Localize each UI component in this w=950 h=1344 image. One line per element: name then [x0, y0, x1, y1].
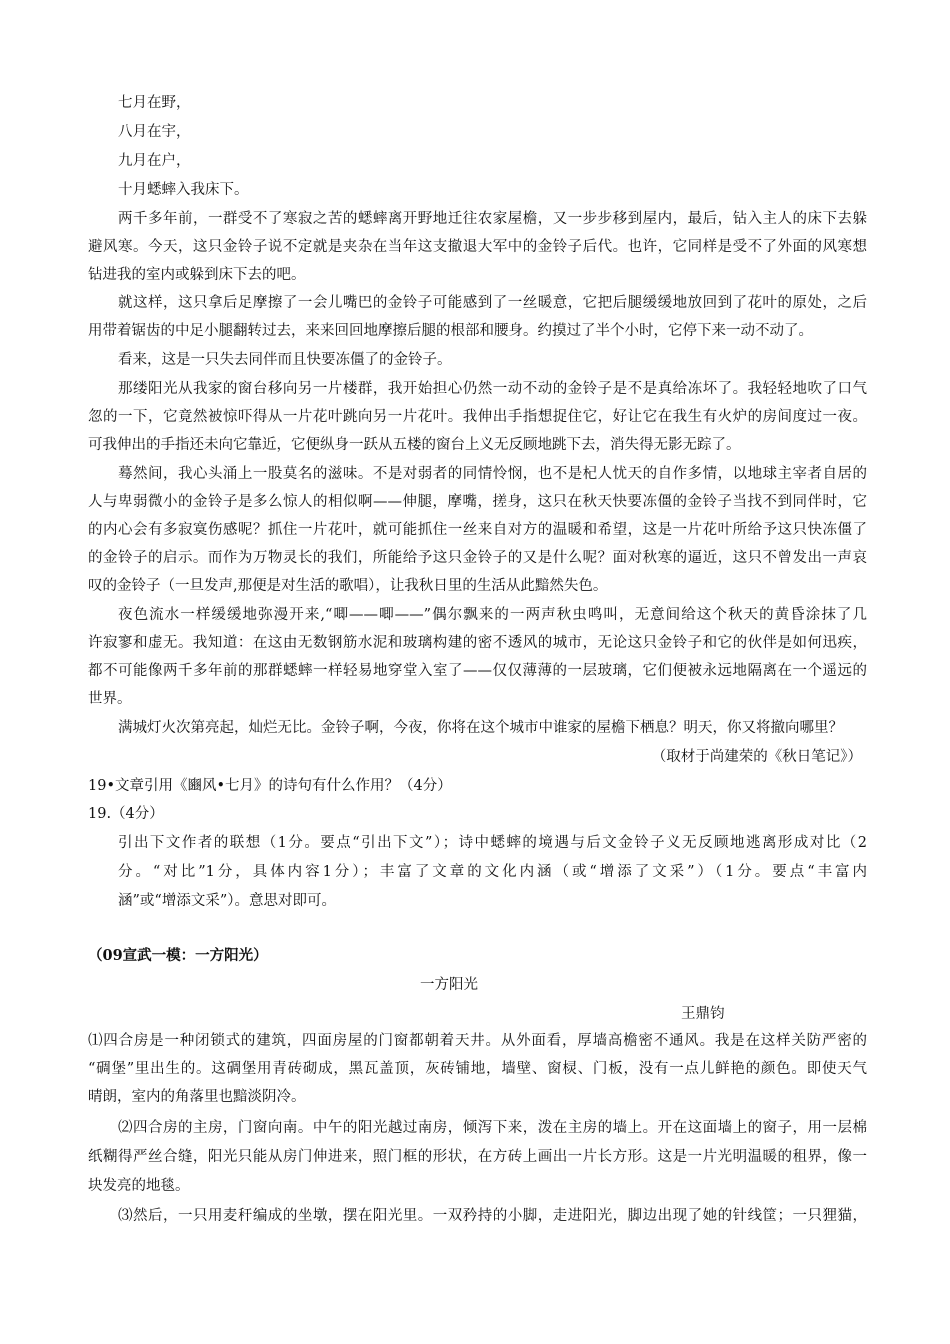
answer-19-label: 19.（4分） [88, 806, 164, 822]
essay-paragraph-line: 两千多年前，一群受不了寒寂之苦的蟋蟀离开野地迁往农家屋檐，又一步步移到屋内，最后，钻入主人的床下去躲 [118, 211, 867, 227]
essay-paragraph-line: 夜色流水一样缓缓地弥漫开来,“唧——唧——”偶尔飘来的一两声秋虫鸣叫，无意间给这个秋天的黄昏涂抹了几 [118, 607, 867, 623]
poem-line: 九月在户， [118, 153, 191, 169]
poem-line: 十月蟋蟀入我床下。 [118, 182, 249, 198]
article-paragraph-line: ⑵四合房的主房，门窗向南。中午的阳光越过南房，倾泻下来，泼在主房的墙上。开在这面墙上的窗子，用一层棉 [118, 1120, 867, 1136]
essay-paragraph-line: 忽的一下，它竟然被惊吓得从一片花叶跳向另一片花叶。我伸出手指想捉住它，好让它在我生有火炉的房间度过一夜。 [88, 409, 867, 425]
answer-19-line: 涵”或“增添文采”）。意思对即可。 [118, 893, 336, 909]
answer-19-line: 分。“对比”1分，具体内容1分）；丰富了文章的文化内涵（或“增添了文采”）（1分。要点“丰富内 [118, 864, 867, 880]
article-paragraph-line: ⑶然后，一只用麦秆编成的坐墩，摆在阳光里。一双矜持的小脚，走进阳光，脚边出现了她的针线筐；一只狸猫， [118, 1208, 867, 1224]
question-19: 19•文章引用《豳风•七月》的诗句有什么作用？（4分） [88, 778, 452, 794]
essay-paragraph-line: 看来，这是一只失去同伴而且快要冻僵了的金铃子。 [118, 352, 452, 368]
essay-paragraph-line: 的内心会有多寂寞伤感呢？抓住一片花叶，就可能抓住一丝来自对方的温暖和希望，这是一片花叶所给予这只快冻僵了 [88, 522, 867, 538]
essay-paragraph-line: 那缕阳光从我家的窗台移向另一片楼群，我开始担心仍然一动不动的金铃子是不是真给冻坏了。我轻轻地吹了口气 [118, 381, 867, 397]
essay-paragraph-line: 就这样，这只拿后足摩擦了一会儿嘴巴的金铃子可能感到了一丝暖意，它把后腿缓缓地放回到了花叶的原处，之后 [118, 295, 867, 311]
article-paragraph-line: “碉堡”里出生的。这碉堡用青砖砌成，黑瓦盖顶，灰砖铺地，墙壁、窗棂、门板，没有一点儿鲜艳的颜色。即使天气 [88, 1061, 867, 1077]
section-heading: （09宣武一模：一方阳光） [88, 947, 268, 964]
essay-paragraph-line: 人与卑弱微小的金铃子是多么惊人的相似啊——伸腿，摩嘴，搓身，这只在秋天快要冻僵的金铃子当找不到同伴时，它 [88, 494, 867, 510]
article-paragraph-line: 纸糊得严丝合缝，阳光只能从房门伸进来，照门框的形状，在方砖上画出一片长方形。这是一片光明温暖的租界，像一 [88, 1149, 867, 1165]
essay-source: （取材于尚建荣的《秋日笔记》） [651, 749, 862, 765]
essay-paragraph-line: 蓦然间，我心头涌上一股莫名的滋味。不是对弱者的同情怜悯，也不是杞人忧天的自作多情，以地球主宰者自居的 [118, 466, 867, 482]
article-paragraph-line: ⑴四合房是一种闭锁式的建筑，四面房屋的门窗都朝着天井。从外面看，厚墙高檐密不通风。我是在这样关防严密的 [88, 1033, 867, 1049]
essay-paragraph-line: 满城灯火次第亮起，灿烂无比。金铃子啊，今夜，你将在这个城市中谁家的屋檐下栖息？明天，你又将撤向哪里？ [118, 720, 843, 736]
essay-paragraph-line: 避风寒。今天，这只金铃子说不定就是夹杂在当年这支撤退大军中的金铃子后代。也许，它同样是受不了外面的风寒想 [88, 239, 867, 255]
essay-paragraph-line: 都不可能像两千多年前的那群蟋蟀一样轻易地穿堂入室了——仅仅薄薄的一层玻璃，它们便被永远地隔离在一个遥远的 [88, 663, 867, 679]
article-paragraph-line: 晴朗，室内的角落里也黯淡阴冷。 [88, 1089, 306, 1105]
article-title: 一方阳光 [420, 977, 478, 993]
essay-paragraph-line: 钻进我的室内或躲到床下去的吧。 [88, 267, 306, 283]
essay-paragraph-line: 许寂寥和虚无。我知道：在这由无数钢筋水泥和玻璃构建的密不透风的城市，无论这只金铃子和它的伙伴是如何迅疾， [88, 635, 867, 651]
essay-paragraph-line: 叹的金铃子（一旦发声,那便是对生活的歌唱），让我秋日里的生活从此黯然失色。 [88, 578, 608, 594]
essay-paragraph-line: 世界。 [88, 691, 132, 707]
essay-paragraph-line: 用带着锯齿的中足小腿翻转过去，来来回回地摩擦后腿的根部和腰身。约摸过了半个小时，它停下来一动不动了。 [88, 323, 813, 339]
answer-19-line: 引出下文作者的联想（1分。要点“引出下文”）；诗中蟋蟀的境遇与后文金铃子义无反顾地逃离形成对比（2 [118, 835, 867, 851]
essay-paragraph-line: 可我伸出的手指还未向它靠近，它便纵身一跃从五楼的窗台上义无反顾地跳下去，消失得无影无踪了。 [88, 437, 741, 453]
article-author: 王鼎钧 [681, 1006, 725, 1022]
article-paragraph-line: 块发亮的地毯。 [88, 1178, 190, 1194]
poem-line: 八月在宇， [118, 124, 191, 140]
poem-line: 七月在野， [118, 95, 191, 111]
essay-paragraph-line: 的金铃子的启示。而作为万物灵长的我们，所能给予这只金铃子的又是什么呢？面对秋寒的逼近，这只不曾发出一声哀 [88, 550, 867, 566]
